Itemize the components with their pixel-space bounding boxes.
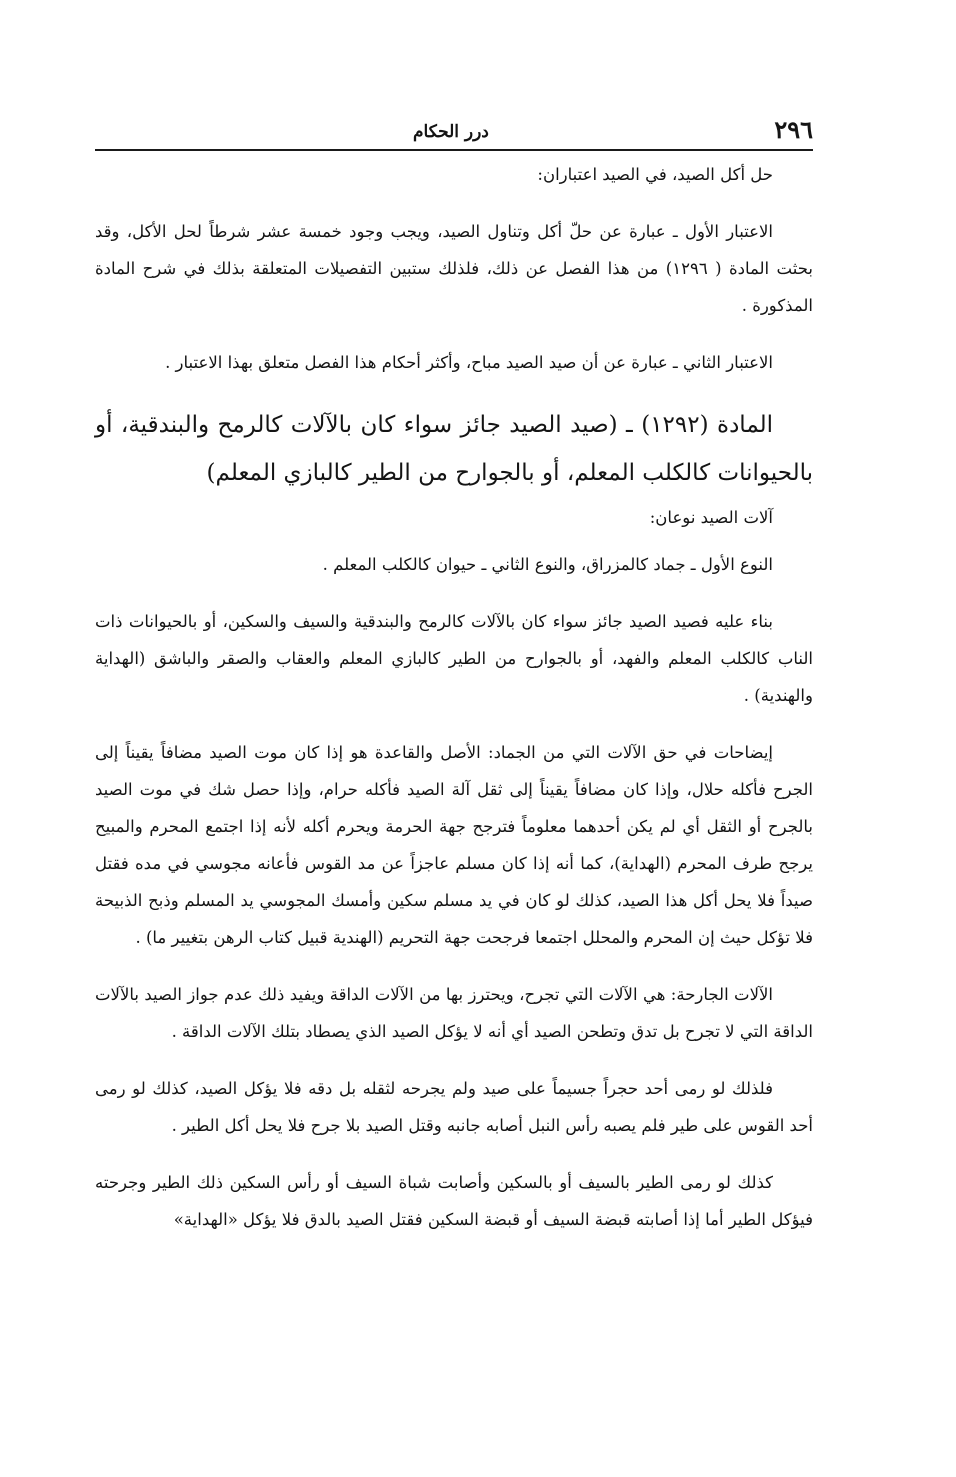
paragraph-stone-example: فلذلك لو رمى أحد حجراً جسيماً على صيد ولم يجرحه لثقله بل دقه فلا يؤكل الصيد، كذلك لو رمى أحد القوس على طير فلم يصبه رأس النبل أصابه جانبه وقتل الصيد بلا جرح فلا يحل أكل الطير . bbox=[95, 1079, 813, 1135]
paragraph-first-consideration: الاعتبار الأول ـ عبارة عن حلّ أكل وتناول الصيد، ويجب وجود خمسة عشر شرطاً لحل الأكل، وقد بحثت المادة ( ١٢٩٦) من هذا الفصل عن ذلك، فلذلك ستبين التفصيلات المتعلقة بذلك في شرح المادة المذكورة . bbox=[95, 222, 813, 315]
paragraph-hunting-tools: آلات الصيد نوعان: bbox=[649, 508, 773, 527]
paragraph-wounding-tools: الآلات الجارحة: هي الآلات التي تجرح، ويحترز بها من الآلات الداقة ويفيد ذلك عدم جواز الصيد بالآلات الداقة التي لا تجرح بل تدق وتطحن الصيد أي أنه لا يؤكل الصيد الذي يصطاد بتلك الآلات الداقة . bbox=[95, 985, 813, 1041]
paragraph-second-consideration: الاعتبار الثاني ـ عبارة عن أن صيد الصيد مباح، وأكثر أحكام هذا الفصل متعلق بهذا الاعتبار . bbox=[165, 353, 773, 372]
paragraph-sword-example: كذلك لو رمى الطير بالسيف أو بالسكين وأصابت شباة السيف أو رأس السكين ذلك الطير وجرحته فيؤكل الطير أما إذا أصابته قبضة السيف أو قبضة السكين فقتل الصيد بالدق فلا يؤكل «الهداية» bbox=[95, 1173, 813, 1229]
page-number: ٢٩٦ bbox=[774, 115, 813, 144]
page-header bbox=[95, 115, 813, 151]
paragraph-ruling: بناء عليه فصيد الصيد جائز سواء كان بالآلات كالرمح والبندقية والسيف والسكين، أو بالحيوانات ذات الناب كالكلب المعلم والفهد، أو بالجوارح من الطير كالبازي المعلم والعقاب والصقر والباشق (الهداية والهندية) . bbox=[95, 612, 813, 705]
paragraph-tool-types: النوع الأول ـ جماد كالمزراق، والنوع الثاني ـ حيوان كالكلب المعلم . bbox=[322, 555, 773, 574]
page-body bbox=[95, 156, 813, 1258]
paragraph-explanations: إيضاحات في حق الآلات التي من الجماد: الأصل والقاعدة هو إذا كان موت الصيد مضافاً يقيناً إلى الجرح فأكله حلال، وإذا كان مضافاً يقيناً إلى ثقل آلة الصيد فأكله حرام، وإذا حصل شك في موت الصيد بالجرح أو الثقل أي لم يكن أحدهما معلوماً فترجح جهة الحرمة ويحرم أكله لأنه إذا اجتمع المحرم والمبيح يرجح طرف المحرم (الهداية)، كما أنه إذا كان مسلم عاجزاً عن مد القوس فأعانه مجوسي في مده فقتل صيداً فلا يحل أكل هذا الصيد، كذلك لو كان في يد مسلم سكين وأمسك المجوسي يد المسلم وذبح الذبيحة فلا تؤكل حيث إن المحرم والمحلل اجتمعا فرجحت جهة التحريم (الهندية قبيل كتاب الرهن بتغيير ما) . bbox=[95, 743, 813, 947]
running-title: درر الحكام bbox=[413, 122, 489, 142]
intro-paragraph: حل أكل الصيد، في الصيد اعتباران: bbox=[537, 165, 773, 184]
article-heading: المادة (١٢٩٢) ـ (صيد الصيد جائز سواء كان بالآلات كالرمح والبندقية، أو بالحيوانات كالكلب المعلم، أو بالجوارح من الطير كالبازي المعلم) bbox=[95, 412, 813, 486]
